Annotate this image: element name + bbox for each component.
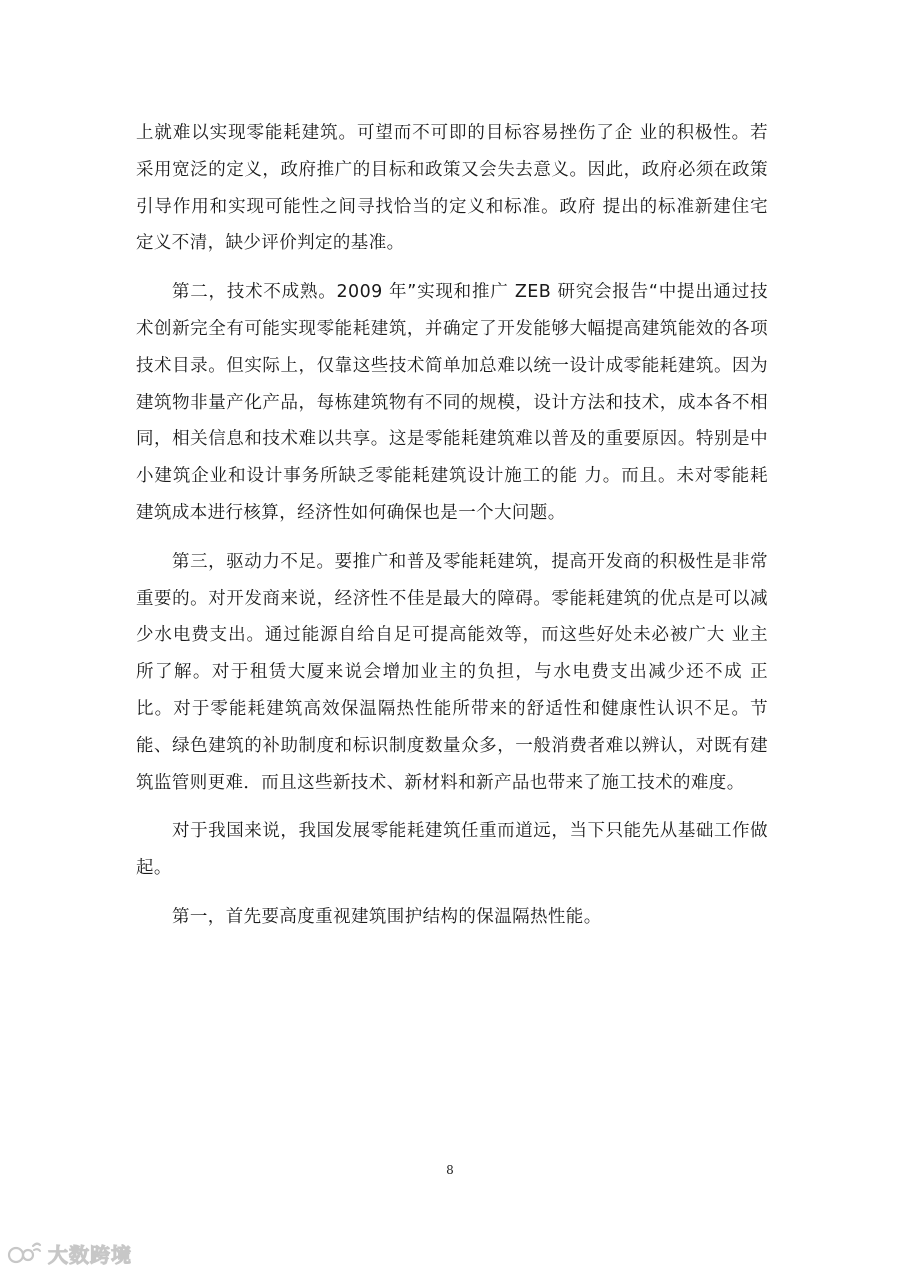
paragraph-3: 第三，驱动力不足。要推广和普及零能耗建筑，提高开发商的积极性是非常重要的。对开发商来说，经济性不佳是最大的障碍。零能耗建筑的优点是可以减少水电费支出。通过能源自给自足可提高能效等，而这些好处未必被广大 业主所了解。对于租赁大厦来说会增加业主的负担，与水电费支出减少还不成 正比。对于零能耗建筑高效保温隔热性能所带来的舒适性和健康性认识不足。节能、绿色建筑的补助制度和标识制度数量众多，一般消费者难以辨认，对既有建筑监管则更难．而且这些新技术、新材料和新产品也带来了施工技术的难度。 bbox=[136, 551, 768, 793]
watermark-text: 大数跨境 bbox=[48, 1242, 132, 1267]
watermark bbox=[6, 1236, 132, 1270]
paragraph-4: 对于我国来说，我国发展零能耗建筑任重而道远，当下只能先从基础工作做起。 bbox=[136, 821, 768, 879]
page-number: 8 bbox=[446, 1163, 454, 1177]
paragraph-5: 第一，首先要高度重视建筑围护结构的保温隔热性能。 bbox=[172, 906, 602, 927]
watermark-logo-icon bbox=[6, 1238, 42, 1268]
paragraph-2: 第二，技术不成熟。2009 年”实现和推广 ZEB 研究会报告“中提出通过技术创新完全有可能实现零能耗建筑，并确定了开发能够大幅提高建筑能效的各项技术目录。但实际上，仅靠这些技术简单加总难以统一设计成零能耗建筑。因为建筑物非量产化产品，每栋建筑物有不同的规模，设计方法和技术，成本各不相同，相关信息和技术难以共享。这是零能耗建筑难以普及的重要原因。特别是中小建筑企业和设计事务所缺乏零能耗建筑设计施工的能 力。而且。未对零能耗建筑成本进行核算，经济性如何确保也是一个大问题。 bbox=[136, 282, 768, 523]
paragraph-1: 上就难以实现零能耗建筑。可望而不可即的目标容易挫伤了企 业的积极性。若采用宽泛的定义，政府推广的目标和政策又会失去意义。因此，政府必须在政策引导作用和实现可能性之间寻找恰当的定义和标准。政府 提出的标准新建住宅定义不清，缺少评价判定的基准。 bbox=[136, 123, 768, 254]
document-body bbox=[136, 115, 768, 936]
